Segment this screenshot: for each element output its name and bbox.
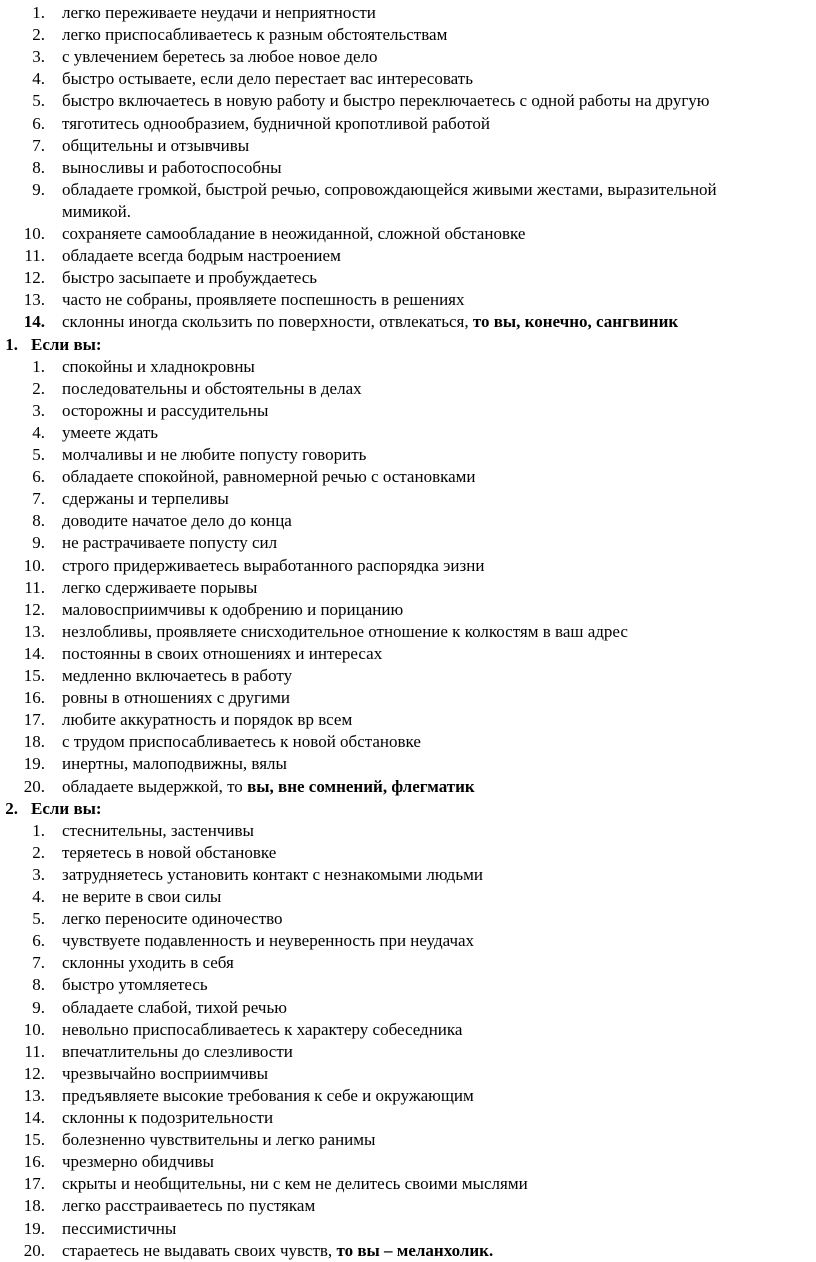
item-number: 10. [23, 1019, 45, 1039]
item-text: молчаливы и не любите попусту говорить [62, 445, 367, 464]
item-text: теряетесь в новой обстановке [62, 842, 277, 862]
list-item [0, 776, 816, 798]
list-item [0, 930, 816, 952]
item-text: легко переживаете неудачи и неприятности [62, 3, 376, 22]
item-text: обладаете громкой, быстрой речью, сопровождающейся живыми жестами, выразительной [62, 179, 717, 199]
item-number: 17. [23, 710, 45, 730]
item-number: 8. [32, 157, 45, 177]
item-conclusion: вы, вне сомнений, флегматик [242, 776, 475, 796]
list-item [0, 753, 816, 775]
list-item [0, 510, 816, 532]
item-number: 2. [32, 25, 45, 45]
item-conclusion: то вы – меланхолик. [332, 1240, 494, 1260]
item-text: инертны, малоподвижны, вялы [62, 754, 287, 774]
item-text: склонны иногда скользить по поверхности, отвлекаться, то вы, конечно, сангвиник [62, 312, 679, 332]
item-number: 11. [24, 577, 45, 597]
list-item [0, 952, 816, 974]
item-text: строго придерживаетесь выработанного распорядка эизни [62, 555, 485, 575]
list-item [0, 665, 816, 687]
item-text: последовательны и обстоятельны в делах [62, 378, 362, 398]
list-item [0, 24, 816, 46]
list-item [0, 223, 816, 245]
heading-text: Если вы: [31, 798, 102, 818]
list-item [0, 1129, 816, 1151]
item-text: легко сдерживаете порывы [62, 577, 258, 597]
item-number: 5. [32, 91, 45, 111]
item-number: 8. [32, 975, 45, 995]
item-number: 4. [32, 422, 45, 442]
item-number: 11. [24, 1041, 45, 1061]
item-number: 1. [32, 356, 45, 376]
item-text: спокойны и хладнокровны [62, 356, 255, 376]
list-item [0, 1195, 816, 1217]
list-item [0, 621, 816, 643]
list-item [0, 687, 816, 709]
item-text: обладаете слабой, тихой речью [62, 997, 287, 1017]
list-item [0, 90, 816, 112]
item-text: легко расстраиваетесь по пустякам [62, 1196, 316, 1216]
item-number: 17. [23, 1174, 45, 1194]
item-text: обладаете спокойной, равномерной речью с остановками [62, 467, 476, 487]
list-item [0, 1240, 816, 1262]
list-item [0, 997, 816, 1019]
list-item [0, 113, 816, 135]
list-item [0, 245, 816, 267]
item-number: 7. [32, 135, 45, 155]
list-item [0, 68, 816, 90]
list-item [0, 1107, 816, 1129]
item-text: легко переносите одиночество [62, 909, 283, 929]
item-number: 3. [32, 864, 45, 884]
list-item [0, 157, 816, 179]
item-number: 19. [23, 1218, 45, 1238]
item-text: пессимистичны [62, 1218, 177, 1238]
item-number: 7. [32, 953, 45, 973]
item-number: 9. [32, 179, 45, 199]
list-item [0, 864, 816, 886]
item-number: 12. [23, 268, 45, 288]
item-number: 13. [23, 621, 45, 641]
list-item [0, 1173, 816, 1195]
item-number: 16. [23, 688, 45, 708]
item-number: 1. [32, 3, 45, 22]
item-number: 2. [32, 842, 45, 862]
item-number: 18. [23, 732, 45, 752]
item-text: склонны уходить в себя [62, 953, 234, 973]
list-item [0, 1019, 816, 1041]
list-item [0, 46, 816, 68]
item-text: чрезмерно обидчивы [62, 1152, 214, 1172]
item-text: общительны и отзывчивы [62, 135, 250, 155]
item-text: умеете ждать [62, 422, 159, 442]
item-text: осторожны и рассудительны [62, 400, 269, 420]
item-text-continuation: мимикой. [62, 201, 131, 221]
item-text: медленно включаетесь в работу [62, 666, 293, 685]
item-number: 3. [32, 400, 45, 420]
list-item [0, 400, 816, 422]
list-item [0, 179, 816, 201]
heading-text: Если вы: [31, 334, 102, 354]
item-number: 4. [32, 69, 45, 89]
item-text: не растрачиваете попусту сил [62, 533, 278, 553]
item-number: 18. [23, 1196, 45, 1216]
item-number: 16. [23, 1152, 45, 1172]
item-number: 20. [23, 776, 45, 796]
item-text: с увлечением беретесь за любое новое дело [62, 47, 378, 67]
item-text: стараетесь не выдавать своих чувств, то вы – меланхолик. [62, 1240, 494, 1260]
list-item [0, 488, 816, 510]
item-number: 1. [32, 820, 45, 840]
item-number: 4. [32, 887, 45, 906]
item-conclusion: то вы, конечно, сангвиник [468, 312, 679, 332]
item-text: любите аккуратность и порядок вр всем [62, 710, 353, 730]
item-text: стеснительны, застенчивы [62, 820, 254, 840]
section-heading [0, 798, 816, 820]
list-item [0, 1218, 816, 1240]
heading-number: 1. [5, 334, 18, 354]
item-text: обладаете всегда бодрым настроением [62, 246, 341, 266]
item-text: часто не собраны, проявляете поспешность в решениях [62, 290, 465, 310]
list-item [0, 1151, 816, 1173]
list-item [0, 311, 816, 333]
item-number: 14. [23, 312, 45, 332]
item-number: 13. [23, 290, 45, 310]
item-text: склонны к подозрительности [62, 1108, 274, 1127]
item-text: скрыты и необщительны, ни с кем не делитесь своими мыслями [62, 1174, 528, 1194]
item-number: 5. [32, 909, 45, 929]
item-number: 12. [23, 599, 45, 619]
item-text: невольно приспосабливаетесь к характеру собеседника [62, 1019, 463, 1039]
list-item [0, 731, 816, 753]
list-item [0, 1041, 816, 1063]
item-number: 9. [32, 997, 45, 1017]
list-item [0, 267, 816, 289]
item-text: не верите в свои силы [62, 887, 222, 906]
item-number: 13. [23, 1085, 45, 1105]
item-number: 9. [32, 533, 45, 553]
list-item [0, 908, 816, 930]
item-number: 8. [32, 511, 45, 531]
item-number: 10. [23, 555, 45, 575]
item-number: 7. [32, 489, 45, 509]
list-item [0, 532, 816, 554]
item-text: быстро засыпаете и пробуждаетесь [62, 268, 318, 288]
item-text: с трудом приспосабливаетесь к новой обстановке [62, 732, 421, 752]
item-text: доводите начатое дело до конца [62, 511, 292, 531]
item-number: 10. [23, 224, 45, 243]
list-item [0, 820, 816, 842]
item-text: быстро остываете, если дело перестает вас интересовать [62, 69, 473, 89]
list-item [0, 842, 816, 864]
item-text: быстро утомляетесь [62, 975, 208, 995]
list-item [0, 444, 816, 466]
list-item [0, 1063, 816, 1085]
item-text: легко приспосабливаетесь к разным обстоятельствам [62, 25, 448, 45]
item-text: незлобливы, проявляете снисходительное отношение к колкостям в ваш адрес [62, 621, 628, 641]
item-number: 19. [23, 754, 45, 774]
item-number: 2. [32, 378, 45, 398]
item-number: 6. [32, 113, 45, 133]
item-text: постоянны в своих отношениях и интересах [62, 643, 383, 663]
list-item [0, 1085, 816, 1107]
item-number: 15. [23, 1130, 45, 1150]
item-number: 11. [24, 246, 45, 266]
item-text: маловосприимчивы к одобрению и порицанию [62, 599, 404, 619]
list-item [0, 422, 816, 444]
list-item [0, 643, 816, 665]
section-heading [0, 334, 816, 356]
heading-number: 2. [5, 798, 18, 818]
item-number: 14. [23, 643, 45, 663]
item-text: затрудняетесь установить контакт с незнакомыми людьми [62, 864, 483, 884]
item-number: 5. [32, 445, 45, 464]
item-number: 6. [32, 931, 45, 951]
item-number: 14. [23, 1108, 45, 1127]
item-text: быстро включаетесь в новую работу и быстро переключаетесь с одной работы на другую [62, 91, 710, 111]
item-number: 12. [23, 1063, 45, 1083]
item-text: впечатлительны до слезливости [62, 1041, 293, 1061]
item-text: предъявляете высокие требования к себе и окружающим [62, 1085, 474, 1105]
item-text: тяготитесь однообразием, будничной кропотливой работой [62, 113, 490, 133]
item-text: ровны в отношениях с другими [62, 688, 290, 708]
list-item-continuation [0, 201, 816, 223]
item-text: обладаете выдержкой, то вы, вне сомнений, флегматик [62, 776, 475, 796]
item-text: болезненно чувствительны и легко ранимы [62, 1130, 376, 1150]
item-text: чрезвычайно восприимчивы [62, 1063, 269, 1083]
item-text: сдержаны и терпеливы [62, 489, 229, 509]
list-item [0, 378, 816, 400]
list-item [0, 135, 816, 157]
item-text: чувствуете подавленность и неуверенность при неудачах [62, 931, 475, 951]
list-item [0, 289, 816, 311]
list-item [0, 466, 816, 488]
list-item [0, 555, 816, 577]
list-item [0, 599, 816, 621]
list-item [0, 886, 816, 908]
list-item [0, 709, 816, 731]
list-item [0, 356, 816, 378]
list-item [0, 2, 816, 24]
item-number: 20. [23, 1240, 45, 1260]
item-number: 6. [32, 467, 45, 487]
list-item [0, 577, 816, 599]
list-item [0, 974, 816, 996]
item-number: 3. [32, 47, 45, 67]
item-number: 15. [23, 666, 45, 685]
item-text: сохраняете самообладание в неожиданной, сложной обстановке [62, 224, 526, 243]
item-text: выносливы и работоспособны [62, 157, 282, 177]
